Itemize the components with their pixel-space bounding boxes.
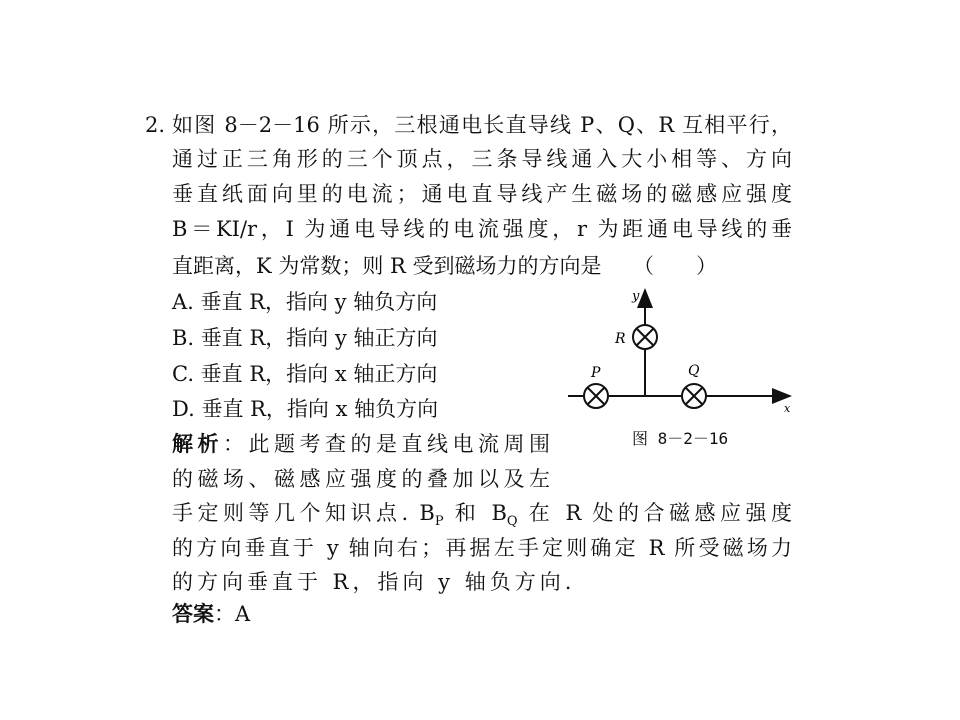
option-a: A. 垂直 R，指向 y 轴负方向 <box>172 290 438 314</box>
option-d: D. 垂直 R，指向 x 轴负方向 <box>172 397 439 421</box>
analysis-text: 和 B <box>443 501 507 525</box>
y-label: y <box>632 289 640 304</box>
answer-value: ：A <box>214 602 251 626</box>
question-line: 垂直纸面向里的电流；通电直导线产生磁场的磁感应强度 <box>172 182 792 206</box>
wire-p-icon <box>584 384 608 408</box>
analysis-text: 在 R 处的合磁感应强度 <box>517 501 792 525</box>
question-line: B＝KI/r，I 为通电导线的电流强度，r 为距通电导线的垂 <box>172 217 792 241</box>
question-line: 通过正三角形的三个顶点，三条导线通入大小相等、方向 <box>172 147 792 171</box>
subscript-p: P <box>434 514 444 530</box>
question-number: 2. <box>145 113 166 137</box>
r-label: R <box>615 331 626 347</box>
q-label: Q <box>688 363 700 379</box>
analysis-line <box>172 430 550 458</box>
option-b: B. 垂直 R，指向 y 轴正方向 <box>172 326 438 350</box>
answer-label: 答案 <box>172 602 214 626</box>
p-label: P <box>591 365 601 381</box>
question-line: 直距离，K 为常数；则 R 受到磁场力的方向是 （ ） <box>172 254 718 278</box>
question-line: 如图 8－2－16 所示，三根通电长直导线 P、Q、R 互相平行， <box>172 113 792 137</box>
analysis-text: 手定则等几个知识点. B <box>172 501 435 525</box>
wire-r-icon <box>633 325 657 349</box>
x-label: x <box>784 402 791 415</box>
option-c: C. 垂直 R，指向 x 轴正方向 <box>172 362 438 386</box>
analysis-line: 的方向垂直于 y 轴向右；再据左手定则确定 R 所受磁场力 <box>172 536 792 560</box>
wire-q-icon <box>682 384 706 408</box>
subscript-q: Q <box>506 514 518 530</box>
analysis-line <box>172 499 792 536</box>
analysis-line: 的磁场、磁感应强度的叠加以及左 <box>172 467 550 491</box>
figure-caption: 图 8－2－16 <box>632 429 729 448</box>
answer-line <box>172 600 250 628</box>
analysis-text: ：此题考查的是直线电流周围 <box>223 432 550 456</box>
analysis-line: 的方向垂直于 R，指向 y 轴负方向. <box>172 570 576 594</box>
analysis-label: 解析 <box>172 432 223 456</box>
